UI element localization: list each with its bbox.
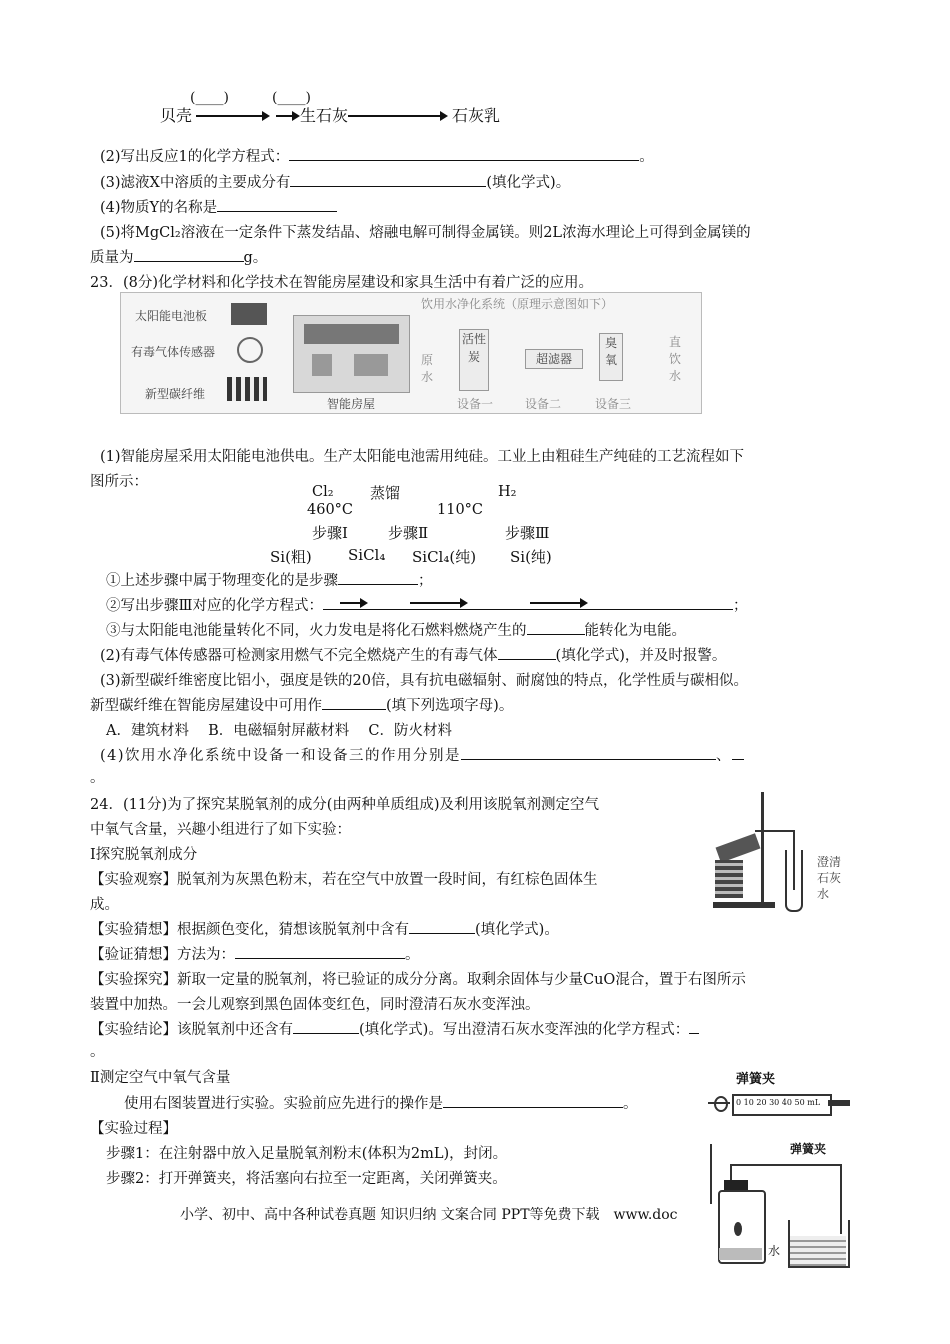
fig-device-1: 设备一 [457, 397, 494, 411]
flow-paren-2: (____) [272, 90, 311, 106]
flow-h2: H₂ [498, 484, 517, 500]
flow-start: 贝壳 [160, 106, 193, 125]
oxygen-apparatus-figure [704, 1136, 864, 1276]
q23-p2: (2)有毒气体传感器可检测家用燃气不完全燃烧产生的有毒气体 (填化学式)，并及时报警。 [100, 644, 726, 665]
flow-end: 石灰乳 [452, 106, 501, 125]
q22-p3: (3)滤液X中溶质的主要成分有 (填化学式)。 [100, 171, 570, 192]
footer: 小学、初中、高中各种试卷真题 知识归纳 文案合同 PPT等免费下载 www.doc [180, 1207, 678, 1223]
fig-fiber-label: 新型碳纤维 [145, 387, 206, 401]
fig-system-title: 饮用水净化系统（原理示意图如下） [421, 297, 614, 311]
flow-step1: 步骤Ⅰ [312, 524, 348, 542]
flow-temp1: 460°C [307, 502, 354, 518]
fig-sensor-label: 有毒气体传感器 [131, 345, 216, 359]
flow-arrow-s3 [530, 602, 586, 604]
q24-obs-2: 成。 [90, 897, 119, 913]
flow-paren-1: (____) [190, 90, 229, 106]
flow-mid: 生石灰 [300, 106, 349, 125]
flow-arrow-3 [348, 115, 446, 117]
heating-apparatus-figure [705, 790, 855, 915]
syringe-scale: 0 10 20 30 40 50 mL [736, 1098, 821, 1107]
flow-sicl4: SiCl₄ [348, 546, 386, 564]
fig-house-label: 智能房屋 [327, 397, 376, 411]
fig-device-3: 设备三 [595, 397, 632, 411]
q23-options: A．建筑材料 B．电磁辐射屏蔽材料 C．防火材料 [106, 723, 452, 739]
q23-c3: ③与太阳能电池能量转化不同，火力发电是将化石燃料燃烧产生的 能转化为电能。 [106, 619, 686, 640]
syringe-figure [700, 1068, 860, 1138]
fig-solar-label: 太阳能电池板 [135, 309, 208, 323]
flow-arrow-s1 [340, 602, 366, 604]
fig-device-2: 设备二 [525, 397, 562, 411]
flow-distill: 蒸馏 [370, 484, 401, 502]
q23-p1b: 图所示： [90, 474, 148, 490]
activated-carbon-box: 活性炭 [459, 329, 489, 391]
q24-conclusion: 【实验结论】该脱氧剂中还含有 (填化学式)。写出澄清石灰水变浑浊的化学方程式： [90, 1018, 699, 1039]
q24-section-1: Ⅰ探究脱氧剂成分 [90, 847, 198, 863]
q24-obs-1: 【实验观察】脱氧剂为灰黑色粉末，若在空气中放置一段时间，有红棕色固体生 [90, 872, 598, 888]
fig-clip-label: 弹簧夹 [736, 1072, 776, 1087]
flow-si-crude: Si(粗) [270, 548, 312, 566]
flow-cl2: Cl₂ [312, 484, 334, 500]
sensor-icon [237, 337, 263, 363]
flow-arrow-1 [196, 115, 268, 117]
q24-title-1: 24．(11分)为了探究某脱氧剂的成分(由两种单质组成)及利用该脱氧剂测定空气 [90, 797, 600, 813]
q23-c2: ②写出步骤Ⅲ对应的化学方程式： ； [106, 594, 747, 615]
q24-title-2: 中氧气含量，兴趣小组进行了如下实验： [90, 822, 351, 838]
q24-operation: 使用右图装置进行实验。实验前应先进行的操作是 。 [124, 1092, 638, 1113]
house-icon [293, 315, 410, 393]
q23-p1a: (1)智能房屋采用太阳能电池供电。生产太阳能电池需用纯硅。工业上由粗硅生产纯硅的工艺流程如下 [100, 449, 745, 465]
smart-house-figure [120, 292, 702, 414]
flow-temp2: 110°C [437, 502, 484, 518]
solar-panel-icon [231, 303, 267, 325]
q24-explore-1: 【实验探究】新取一定量的脱氧剂，将已验证的成分分离。取剩余固体与少量CuO混合，置于右图所示 [90, 972, 746, 988]
q24-explore-2: 装置中加热。一会儿观察到黑色固体变红色，同时澄清石灰水变浑浊。 [90, 997, 540, 1013]
flow-sicl4-pure: SiCl₄(纯) [412, 548, 477, 566]
q23-p4-end: 。 [90, 770, 105, 786]
q24-section-2: Ⅱ测定空气中氧气含量 [90, 1070, 231, 1086]
flow-arrow-2 [276, 115, 298, 117]
q22-p5a: (5)将MgCl₂溶液在一定条件下蒸发结晶、熔融电解可制得金属镁。则2L浓海水理论上可得到金属镁的 [100, 225, 751, 241]
q24-guess: 【实验猜想】根据颜色变化，猜想该脱氧剂中含有 (填化学式)。 [90, 918, 559, 939]
q22-p5b: 质量为 g。 [90, 246, 267, 267]
q22-p2: (2)写出反应1的化学方程式： 。 [100, 145, 654, 166]
flow-si-pure: Si(纯) [510, 548, 552, 566]
carbon-fiber-icon [227, 377, 267, 401]
q24-verify: 【验证猜想】方法为： 。 [90, 943, 420, 964]
q24-conclusion-end: 。 [90, 1044, 105, 1060]
fig-water-label: 水 [768, 1244, 781, 1258]
q23-title: 23．(8分)化学材料和化学技术在智能房屋建设和家具生活中有着广泛的应用。 [90, 275, 593, 291]
q23-p3a: (3)新型碳纤维密度比铝小，强度是铁的20倍，具有抗电磁辐射、耐腐蚀的特点，化学性质与碳相似。 [100, 673, 748, 689]
flow-arrow-s2 [410, 602, 466, 604]
fig-raw-water: 原水 [421, 353, 434, 384]
flow-step2: 步骤Ⅱ [388, 524, 429, 542]
ultrafilter-box: 超滤器 [525, 349, 583, 369]
q23-p4: (4)饮用水净化系统中设备一和设备三的作用分别是 、 [100, 744, 744, 765]
fig-limewater-label: 澄清石灰水 [817, 855, 842, 901]
q24-step-2: 步骤2：打开弹簧夹，将活塞向右拉至一定距离，关闭弹簧夹。 [106, 1171, 507, 1187]
q24-step-1: 步骤1：在注射器中放入足量脱氧剂粉末(体积为2mL)，封闭。 [106, 1146, 508, 1162]
q23-p3b: 新型碳纤维在智能房屋建设中可用作 (填下列选项字母)。 [90, 694, 513, 715]
q24-process: 【实验过程】 [90, 1121, 177, 1137]
flow-step3: 步骤Ⅲ [505, 524, 550, 542]
fig-clip-label-2: 弹簧夹 [790, 1142, 827, 1156]
fig-direct-water: 直饮水 [669, 335, 682, 383]
q23-c1: ①上述步骤中属于物理变化的是步骤 ； [106, 569, 433, 590]
q22-p4: (4)物质Y的名称是 [100, 196, 337, 217]
ozone-box: 臭氧 [599, 333, 623, 381]
